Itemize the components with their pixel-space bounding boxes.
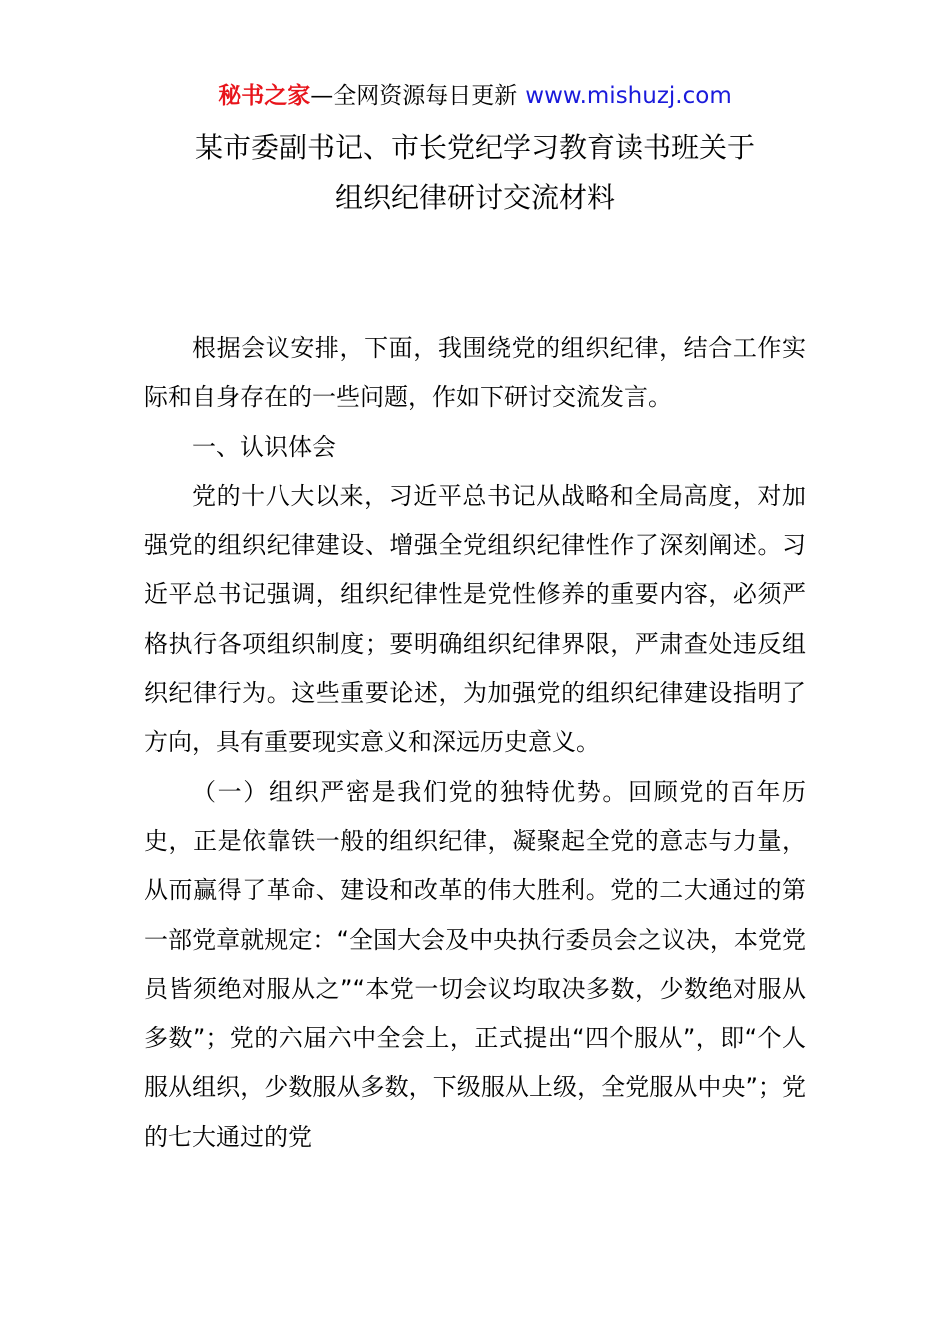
header-tagline: —全网资源每日更新 xyxy=(310,83,518,109)
intro-paragraph: 根据会议安排，下面，我围绕党的组织纪律，结合工作实际和自身存在的一些问题，作如下研讨交流发言。 xyxy=(144,334,806,412)
body-paragraph: （一）组织严密是我们党的独特优势。回顾党的百年历史，正是依靠铁一般的组织纪律，凝聚起全党的意志与力量，从而赢得了革命、建设和改革的伟大胜利。党的二大通过的第一部党章就规定：“全国大会及中央执行委员会之议决，本党党员皆须绝对服从之”“本党一切会议均取决多数，少数绝对服从多数”；党的六届六中全会上，正式提出“四个服从”，即“个人服从组织，少数服从多数，下级服从上级，全党服从中央”；党的七大通过的党 xyxy=(144,777,806,1151)
document-body xyxy=(144,324,806,1162)
brand-name: 秘书之家 xyxy=(218,83,311,109)
body-paragraph: 党的十八大以来，习近平总书记从战略和全局高度，对加强党的组织纪律建设、增强全党组织纪律性作了深刻阐述。习近平总书记强调，组织纪律性是党性修养的重要内容，必须严格执行各项组织制度；要明确组织纪律界限，严肃查处违反组织纪律行为。这些重要论述，为加强党的组织纪律建设指明了方向，具有重要现实意义和深远历史意义。 xyxy=(144,481,806,757)
document-title-line-2: 组织纪律研讨交流材料 xyxy=(334,181,615,214)
site-url-link[interactable]: www.mishuzj.com xyxy=(525,83,732,109)
document-title-line-1: 某市委副书记、市长党纪学习教育读书班关于 xyxy=(194,131,755,164)
section-heading: 一、认识体会 xyxy=(192,432,336,461)
site-header xyxy=(0,80,950,112)
